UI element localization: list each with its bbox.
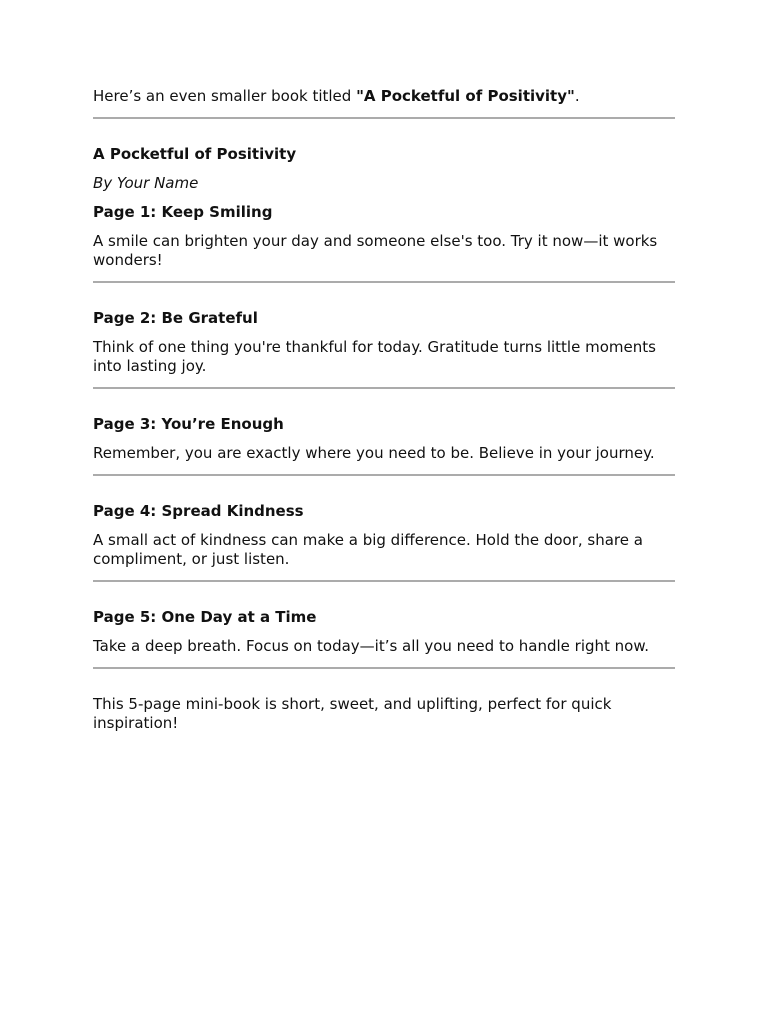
page-2-body: Think of one thing you're thankful for today. Gratitude turns little moments into lasting joy. xyxy=(93,338,656,375)
intro-paragraph xyxy=(93,87,675,106)
divider xyxy=(93,474,675,476)
intro-prefix: Here’s an even smaller book titled xyxy=(93,87,357,105)
document xyxy=(93,87,675,733)
divider xyxy=(93,667,675,669)
closing-paragraph: This 5-page mini-book is short, sweet, and uplifting, perfect for quick inspiration! xyxy=(93,695,612,732)
page-2-heading: Page 2: Be Grateful xyxy=(93,309,258,327)
divider xyxy=(93,117,675,119)
intro-suffix: . xyxy=(574,87,580,105)
divider xyxy=(93,387,675,389)
page-4-heading: Page 4: Spread Kindness xyxy=(93,502,304,520)
page-5-heading: Page 5: One Day at a Time xyxy=(93,608,317,626)
page-3-body: Remember, you are exactly where you need to be. Believe in your journey. xyxy=(93,444,655,462)
page-1-body: A smile can brighten your day and someone else's too. Try it now—it works wonders! xyxy=(93,232,658,269)
divider xyxy=(93,580,675,582)
divider xyxy=(93,281,675,283)
page-5-body: Take a deep breath. Focus on today—it’s all you need to handle right now. xyxy=(93,637,650,655)
page-3-heading: Page 3: You’re Enough xyxy=(93,415,284,433)
intro-book-title: "A Pocketful of Positivity" xyxy=(356,87,575,105)
page-4-body: A small act of kindness can make a big difference. Hold the door, share a compliment, or just listen. xyxy=(93,531,643,568)
book-byline: By Your Name xyxy=(93,174,199,192)
book-title: A Pocketful of Positivity xyxy=(93,145,297,163)
page-1-heading: Page 1: Keep Smiling xyxy=(93,203,273,221)
